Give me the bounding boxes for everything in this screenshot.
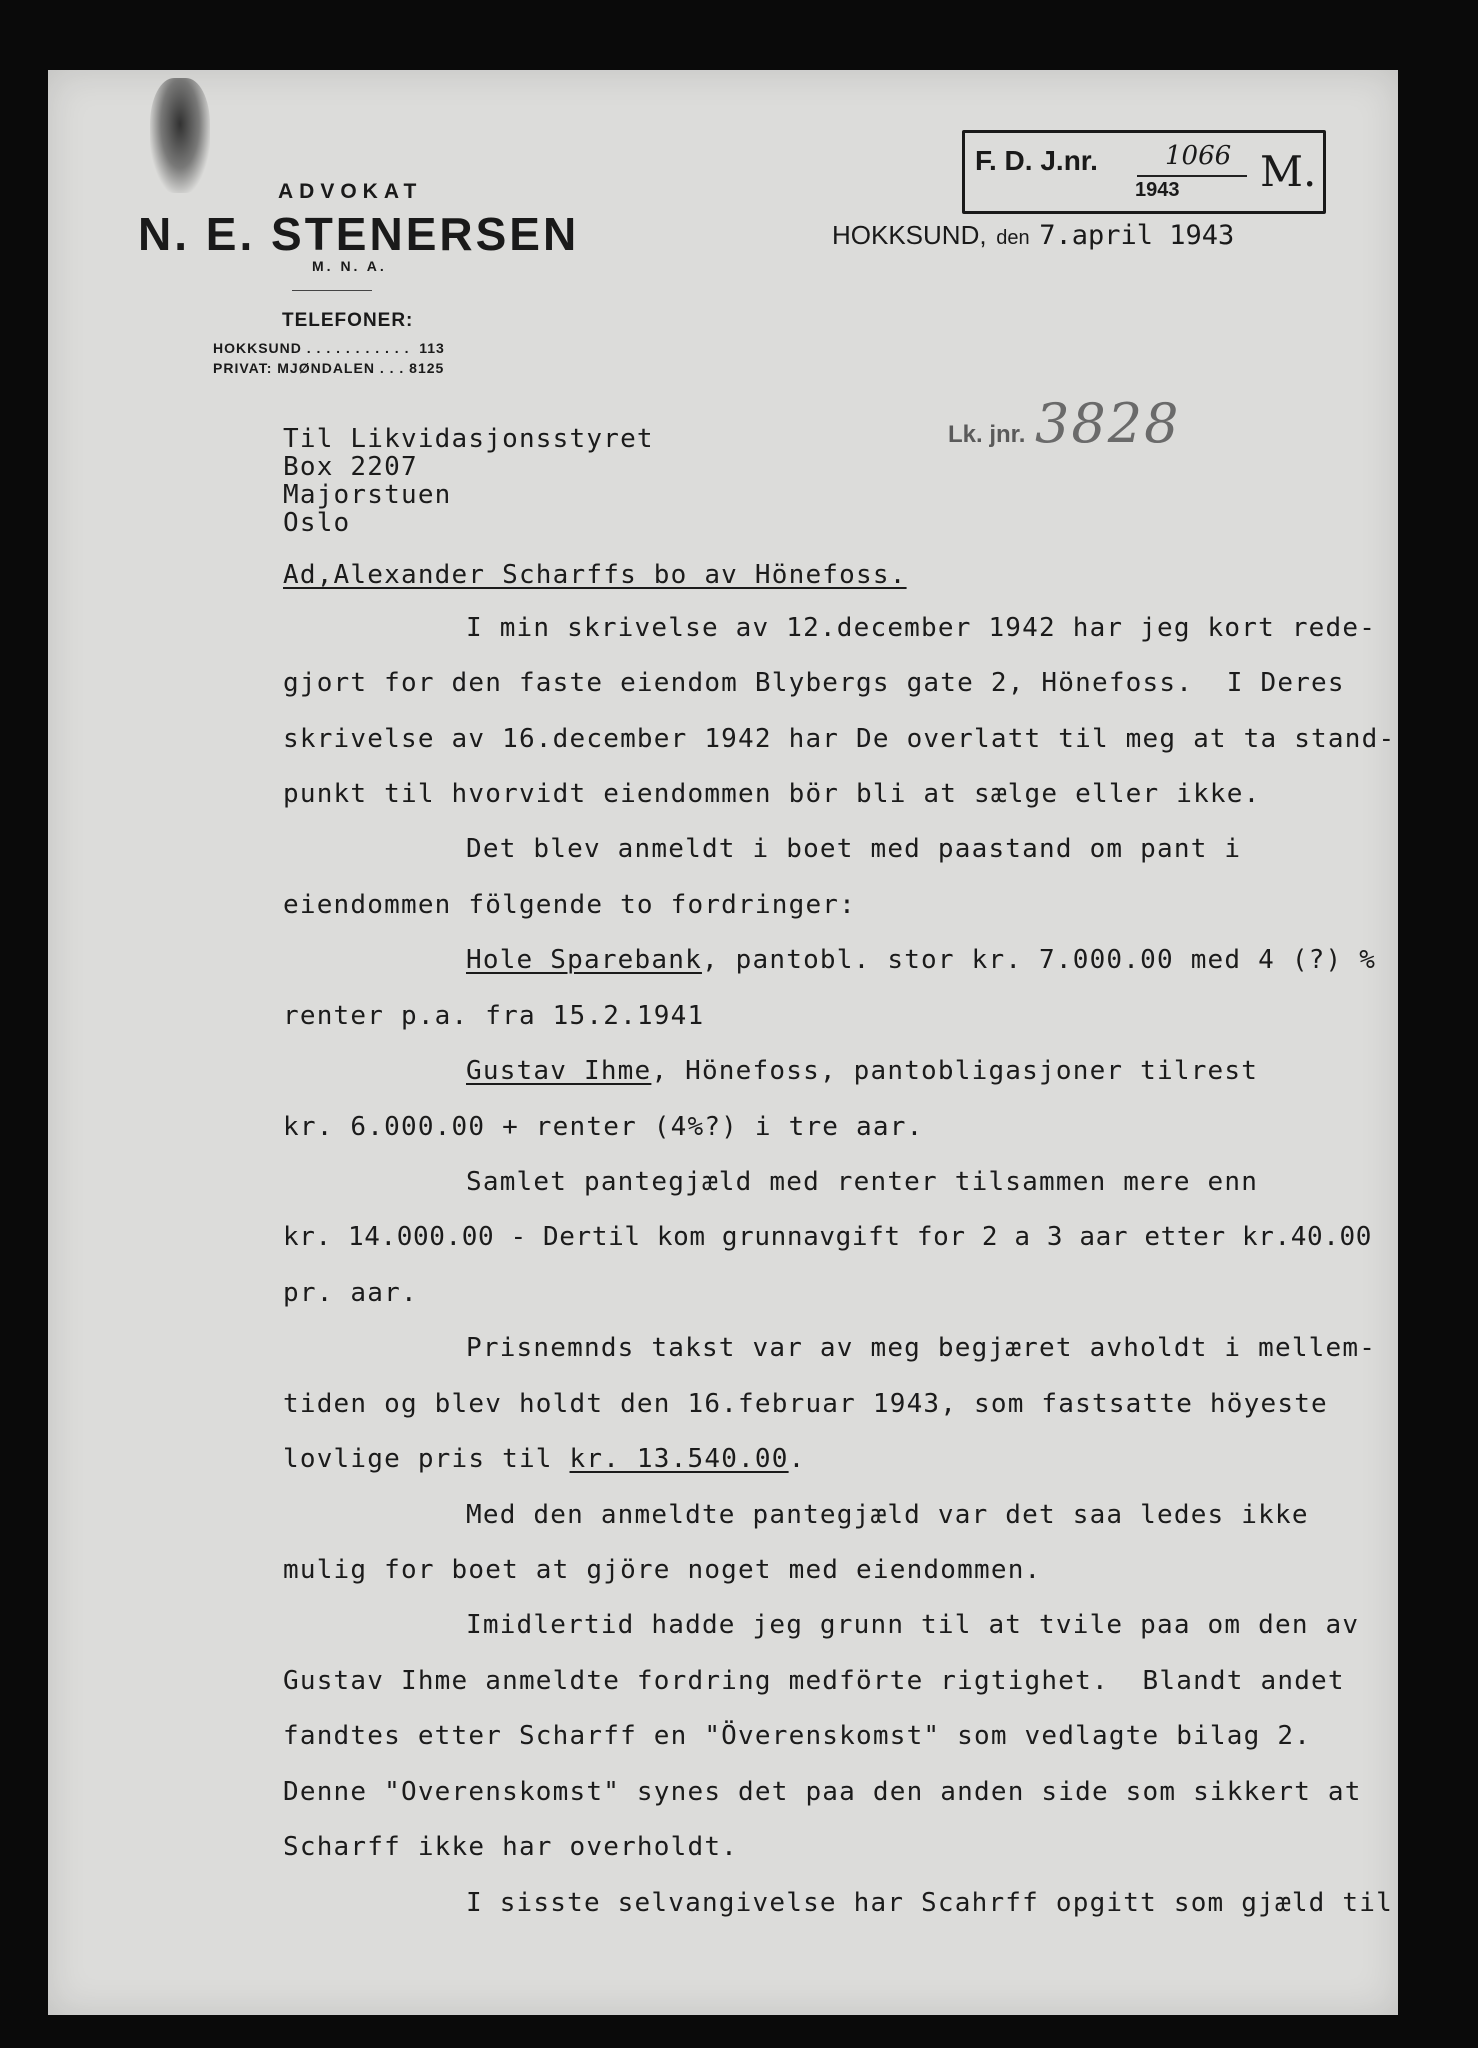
lk-label: Lk. jnr. — [948, 421, 1026, 448]
body-text: lovlige pris til — [283, 1444, 570, 1474]
phone-line: HOKKSUND . . . . . . . . . . . 113 — [213, 340, 445, 356]
address-line: Til Likvidasjonsstyret — [283, 424, 654, 454]
body-line — [466, 1056, 1258, 1086]
body-text: , pantobl. stor kr. 7.000.00 med 4 (?) % — [701, 945, 1377, 975]
ink-stain — [150, 78, 210, 193]
body-line: Scharff ikke har overholdt. — [283, 1832, 739, 1862]
phones-label: TELEFONER: — [282, 310, 414, 331]
stamp-underline — [1137, 175, 1247, 177]
stamp-number: 1066 — [1165, 141, 1232, 171]
stamp-label: F. D. J.nr. — [975, 145, 1098, 176]
lk-journal-number — [948, 392, 1180, 455]
body-line — [283, 1444, 805, 1474]
body-line: tiden og blev holdt den 16.februar 1943, som fastsatte höyeste — [283, 1389, 1328, 1419]
address-line: Box 2207 — [283, 452, 418, 482]
body-line: kr. 14.000.00 - Dertil kom grunnavgift for 2 a 3 aar etter kr.40.00 — [283, 1222, 1372, 1252]
body-line: I min skrivelse av 12.december 1942 har jeg kort rede- — [466, 613, 1377, 643]
body-line — [466, 945, 1376, 975]
body-line: Prisnemnds takst var av meg begjæret avholdt i mellem- — [466, 1333, 1377, 1363]
dateline-place: HOKKSUND, — [832, 220, 987, 250]
stamp-year: 1943 — [1135, 179, 1180, 201]
subject-line: Ad,Alexander Scharffs bo av Hönefoss. — [283, 560, 907, 590]
body-text: , Hönefoss, pantobligasjoner tilrest — [651, 1056, 1259, 1086]
dateline — [832, 220, 1234, 251]
dateline-den: den — [996, 227, 1030, 249]
letterhead-title: ADVOKAT — [278, 180, 423, 203]
body-line: skrivelse av 16.december 1942 har De overlatt til meg at ta stand- — [283, 724, 1396, 754]
address-line: Majorstuen — [283, 480, 452, 510]
creditor-name: Hole Sparebank — [466, 945, 702, 975]
dateline-date: 7.april 1943 — [1039, 220, 1235, 251]
address-line: Oslo — [283, 508, 351, 538]
letterhead-divider — [292, 290, 372, 291]
body-line: punkt til hvorvidt eiendommen bör bli at sælge eller ikke. — [283, 779, 1261, 809]
body-line: renter p.a. fra 15.2.1941 — [283, 1001, 705, 1031]
creditor-name: Gustav Ihme — [466, 1056, 652, 1086]
letterhead-name: N. E. STENERSEN — [138, 208, 580, 260]
body-line: Samlet pantegjæld med renter tilsammen mere enn — [466, 1167, 1259, 1197]
stamp-letter: M. — [1260, 147, 1317, 196]
body-line: gjort for den faste eiendom Blybergs gate 2, Hönefoss. I Deres — [283, 668, 1345, 698]
body-line: pr. aar. — [283, 1278, 418, 1308]
body-line: Imidlertid hadde jeg grunn til at tvile paa om den av — [466, 1610, 1360, 1640]
body-line: I sisste selvangivelse har Scahrff opgitt som gjæld til — [466, 1888, 1393, 1918]
body-line: eiendommen fölgende to fordringer: — [283, 890, 857, 920]
body-line: mulig for boet at gjöre noget med eiendommen. — [283, 1555, 1042, 1585]
body-line: fandtes etter Scharff en "Överenskomst" som vedlagte bilag 2. — [283, 1721, 1312, 1751]
body-line: Denne "Overenskomst" synes det paa den anden side som sikkert at — [283, 1777, 1362, 1807]
letterhead-suffix: M. N. A. — [312, 258, 387, 274]
journal-stamp — [962, 130, 1326, 214]
body-line: kr. 6.000.00 + renter (4%?) i tre aar. — [283, 1112, 924, 1142]
body-line: Det blev anmeldt i boet med paastand om pant i — [466, 834, 1242, 864]
body-line: Gustav Ihme anmeldte fordring medförte rigtighet. Blandt andet — [283, 1666, 1345, 1696]
price-amount: kr. 13.540.00 — [569, 1444, 789, 1474]
phone-line: PRIVAT: MJØNDALEN . . . 8125 — [213, 360, 445, 376]
body-line: Med den anmeldte pantegjæld var det saa ledes ikke — [466, 1500, 1309, 1530]
lk-number: 3828 — [1035, 392, 1181, 455]
body-text: . — [788, 1444, 806, 1474]
